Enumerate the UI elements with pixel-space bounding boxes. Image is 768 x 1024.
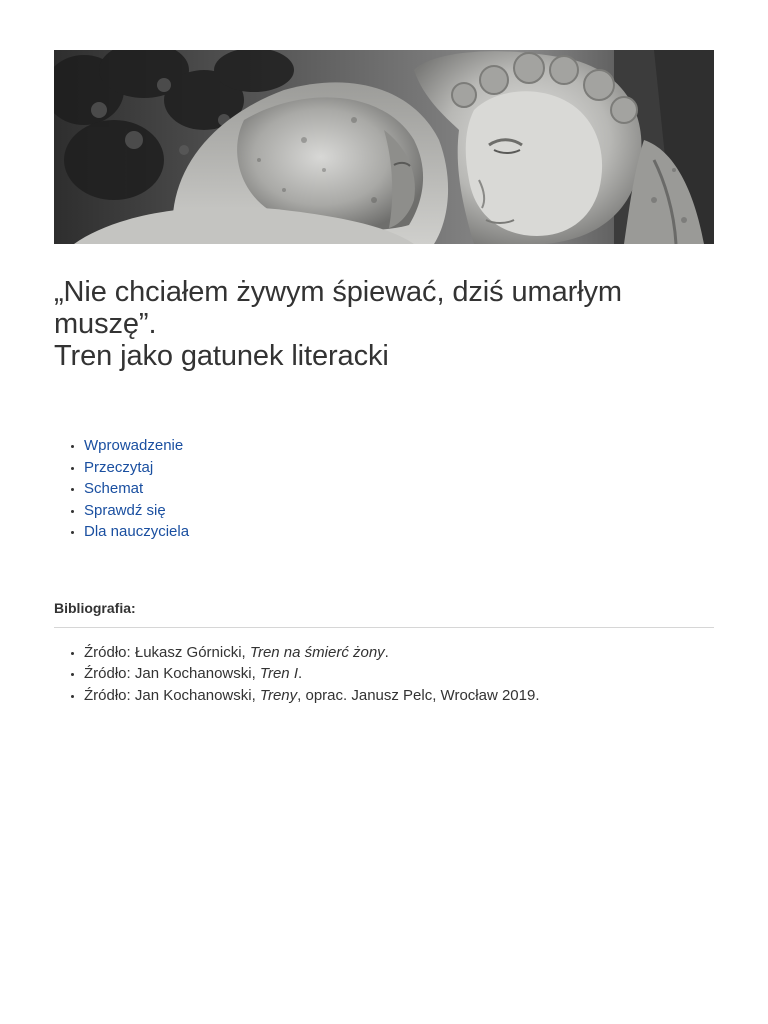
bibliography-title: Tren I xyxy=(259,665,298,683)
page-title-line-1: „Nie chciałem żywym śpiewać, dziś umarłym muszę”. xyxy=(54,276,622,340)
bibliography-suffix: , oprac. Janusz Pelc, Wrocław 2019. xyxy=(297,686,540,704)
toc-link-dla-nauczyciela[interactable]: Dla nauczyciela xyxy=(84,523,190,541)
bibliography-source: Źródło: Jan Kochanowski, xyxy=(84,665,260,683)
bibliography-title: Tren na śmierć żony xyxy=(249,643,385,661)
toc-item-schemat xyxy=(84,478,714,500)
toc-link-przeczytaj[interactable]: Przeczytaj xyxy=(84,458,154,476)
toc-item-sprawdz-sie xyxy=(84,500,714,522)
bibliography-title: Treny xyxy=(259,686,298,704)
page-title-line-2: Tren jako gatunek literacki xyxy=(54,340,389,372)
toc-link-schemat[interactable]: Schemat xyxy=(84,480,144,498)
toc-link-wprowadzenie[interactable]: Wprowadzenie xyxy=(84,437,184,454)
bibliography-item xyxy=(84,685,714,706)
bibliography-item xyxy=(84,663,714,684)
bibliography-list xyxy=(54,642,714,706)
toc-item-przeczytaj xyxy=(84,457,714,479)
table-of-contents xyxy=(54,435,714,543)
bibliography-source: Źródło: Łukasz Górnicki, xyxy=(84,643,250,661)
toc-item-wprowadzenie xyxy=(84,435,714,457)
toc-link-sprawdz-sie[interactable]: Sprawdź się xyxy=(84,501,166,519)
bibliography-suffix: . xyxy=(384,643,389,661)
bibliography-item xyxy=(84,642,714,663)
toc-item-dla-nauczyciela xyxy=(84,521,714,543)
page-content xyxy=(54,50,714,706)
hero-image xyxy=(54,50,714,244)
bibliography-heading: Bibliografia: xyxy=(54,599,714,628)
statue-photo-icon xyxy=(54,50,714,244)
bibliography-source: Źródło: Jan Kochanowski, xyxy=(84,686,260,704)
bibliography-suffix: . xyxy=(298,665,303,683)
page-title xyxy=(54,276,714,372)
